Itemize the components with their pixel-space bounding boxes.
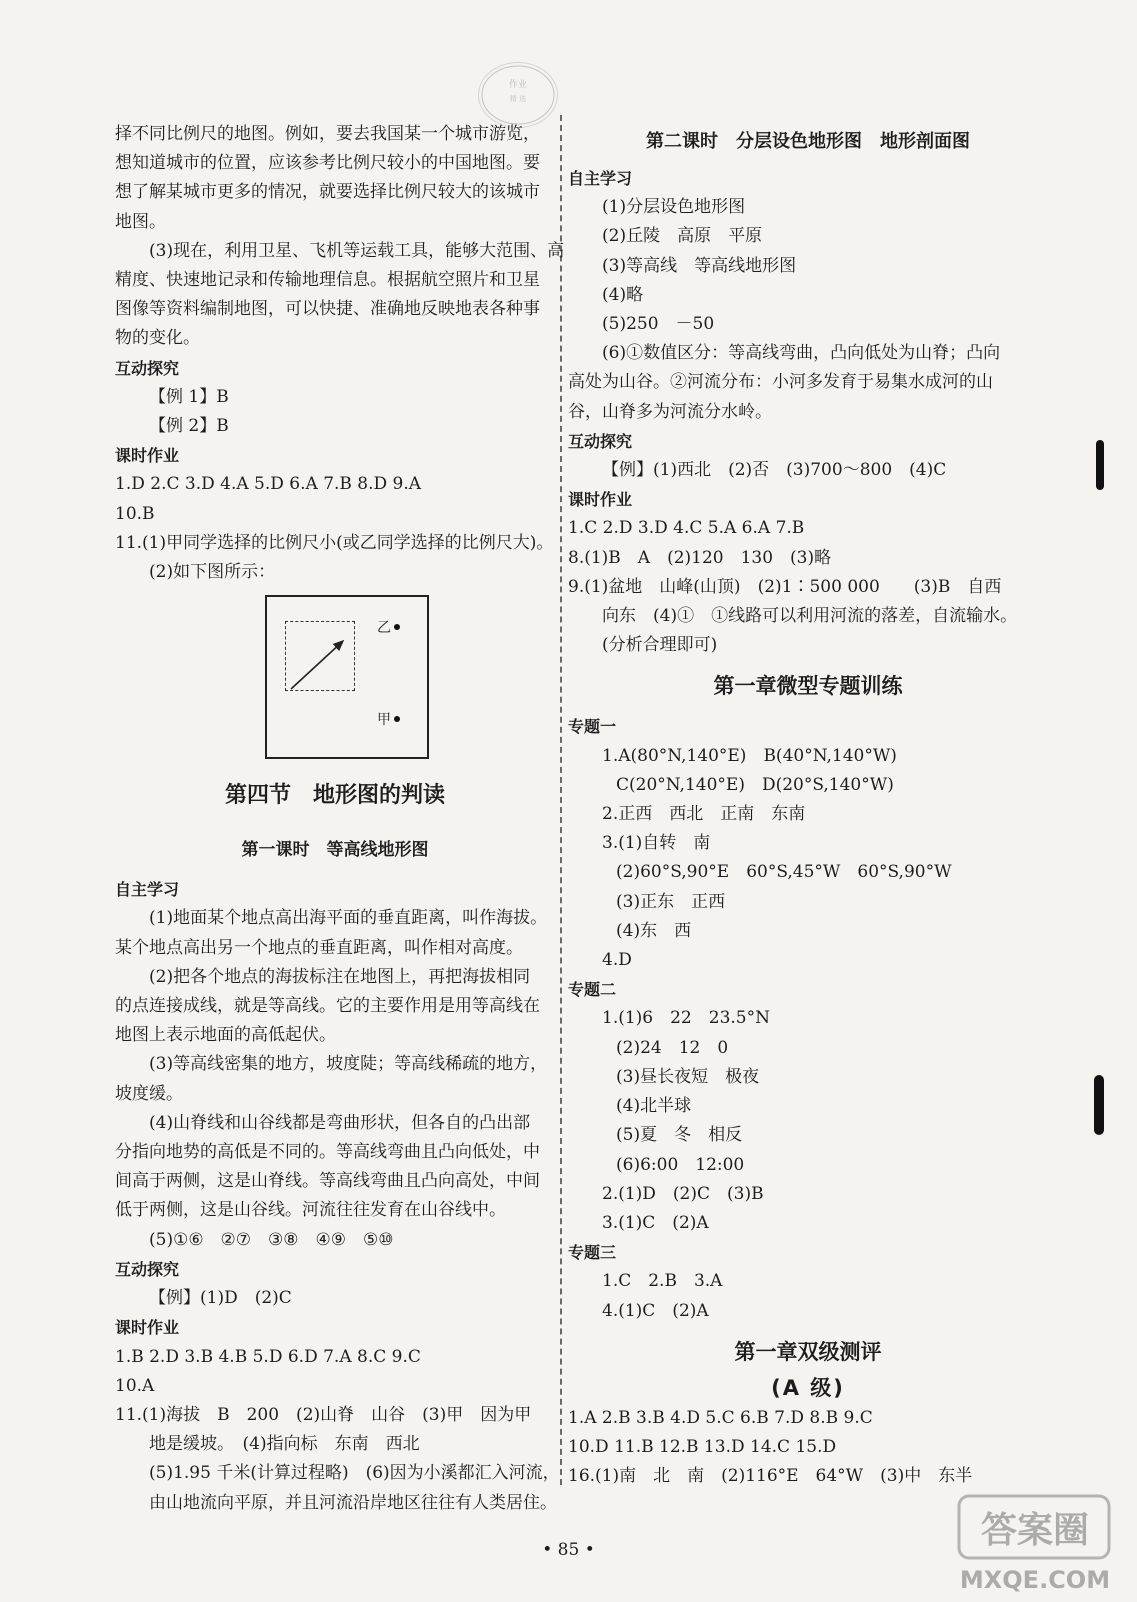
- point-label-yi: 乙: [377, 620, 391, 637]
- answer-line: 10.D 11.B 12.B 13.D 14.C 15.D: [568, 1436, 837, 1457]
- section-heading: 课时作业: [115, 446, 180, 466]
- text-line: 择不同比例尺的地图。例如，要去我国某一个城市游览，: [115, 124, 540, 144]
- answer-line: (2)60°S,90°E 60°S,45°W 60°S,90°W: [616, 862, 952, 883]
- lesson-title: 第一课时 等高线地形图: [241, 840, 429, 861]
- text-line: (2)丘陵 高原 平原: [602, 226, 763, 247]
- text-line: (5)①⑥ ②⑦ ③⑧ ④⑨ ⑤⑩: [149, 1229, 394, 1250]
- text-line: 精度、快速地记录和传输地理信息。根据航空照片和卫星: [115, 270, 540, 291]
- text-line: (1)地面某个地点高出海平面的垂直距离，叫作海拔。: [149, 908, 548, 929]
- answer-line: 4.(1)C (2)A: [602, 1300, 709, 1321]
- answer-line: 1.C 2.B 3.A: [602, 1271, 723, 1292]
- scale-diagram: [265, 595, 429, 759]
- answer-line: 1.A 2.B 3.B 4.D 5.C 6.B 7.D 8.B 9.C: [568, 1407, 873, 1428]
- text-line: (6)①数值区分：等高线弯曲，凸向低处为山脊；凸向: [602, 343, 1001, 364]
- svg-text:作业: 作业: [508, 80, 528, 90]
- answer-line: 4.D: [602, 950, 632, 971]
- answer-line: 1.D 2.C 3.D 4.A 5.D 6.A 7.B 8.D 9.A: [115, 474, 422, 495]
- answer-line: (4)东 西: [616, 920, 692, 941]
- site-watermark-logo: [955, 1488, 1115, 1598]
- answer-line: (2)24 12 0: [616, 1037, 729, 1058]
- text-line: (1)分层设色地形图: [602, 197, 746, 218]
- publisher-stamp: [478, 62, 558, 128]
- section-heading: 互动探究: [115, 358, 180, 378]
- section-heading: 课时作业: [115, 1318, 180, 1338]
- answer-line: 1.B 2.D 3.B 4.B 5.D 6.D 7.A 8.C 9.C: [115, 1346, 421, 1367]
- text-line: 图像等资料编制地图，可以快捷、准确地反映地表各种事: [115, 299, 540, 320]
- answer-line: 8.(1)B A (2)120 130 (3)略: [568, 547, 832, 568]
- text-line: 的点连接成线，就是等高线。它的主要作用是用等高线在: [115, 996, 540, 1017]
- chapter-title: 第一章微型专题训练: [713, 674, 903, 699]
- svg-text:精 选: 精 选: [509, 95, 527, 103]
- answer-line: 10.B: [115, 503, 155, 524]
- topic-heading: 专题二: [568, 980, 617, 1000]
- text-line: (4)略: [602, 284, 644, 305]
- answer-line: 地是缓坡。 (4)指向标 东南 西北: [149, 1434, 420, 1455]
- answer-line: (3)昼长夜短 极夜: [616, 1066, 760, 1087]
- answer-line: 10.A: [115, 1375, 155, 1396]
- chapter-title: 第一章双级测评: [734, 1339, 882, 1364]
- answer-line: 9.(1)盆地 山峰(山顶) (2)1∶500 000 (3)B 自西: [568, 576, 1002, 597]
- answer-line: 1.A(80°N,140°E) B(40°N,140°W): [602, 745, 897, 766]
- answer-line: (分析合理即可): [602, 635, 718, 656]
- answer-line: (6)6:00 12:00: [616, 1154, 745, 1175]
- text-line: 物的变化。: [115, 328, 200, 349]
- text-line: 想了解某城市更多的情况，就要选择比例尺较大的该城市: [115, 182, 540, 203]
- svg-text:MXQE.COM: MXQE.COM: [959, 1566, 1111, 1594]
- column-divider: [560, 115, 562, 1485]
- text-line: (5)250 －50: [602, 314, 715, 335]
- answer-line: 1.(1)6 22 23.5°N: [602, 1008, 770, 1029]
- text-line: (3)等高线 等高线地形图: [602, 255, 797, 276]
- section-heading: 课时作业: [568, 490, 633, 510]
- text-line: 想知道城市的位置，应该参考比例尺较小的中国地图。要: [115, 153, 540, 174]
- section-heading: 自主学习: [568, 169, 633, 188]
- answer-line: 3.(1)自转 南: [602, 833, 711, 854]
- section-heading: 自主学习: [115, 880, 180, 900]
- topic-heading: 专题三: [568, 1243, 617, 1263]
- level-label: (A 级): [771, 1375, 845, 1400]
- text-line: 坡度缓。: [115, 1083, 183, 1104]
- answer-line: 【例 2】B: [149, 416, 229, 437]
- svg-text:答案圈: 答案圈: [980, 1510, 1090, 1551]
- text-line: (3)现在，利用卫星、飞机等运载工具，能够大范围、高: [149, 240, 565, 261]
- answer-line: (2)如下图所示：: [149, 562, 276, 583]
- text-line: 某个地点高出另一个地点的垂直距离，叫作相对高度。: [115, 937, 523, 958]
- answer-line: (5)夏 冬 相反: [616, 1125, 743, 1146]
- section-title: 第四节 地形图的判读: [224, 783, 445, 809]
- text-line: (2)把各个地点的海拔标注在地图上，再把海拔相同: [149, 966, 531, 987]
- answer-line: 【例】(1)西北 (2)否 (3)700～800 (4)C: [602, 460, 947, 481]
- answer-line: (3)正东 正西: [616, 891, 726, 912]
- answer-line: 【例】(1)D (2)C: [149, 1288, 292, 1309]
- answer-line: 向东 (4)① ①线路可以利用河流的落差，自流输水。: [602, 606, 1018, 627]
- text-line: 高处为山谷。②河流分布：小河多发育于易集水成河的山: [568, 372, 993, 393]
- text-line: (3)等高线密集的地方，坡度陡；等高线稀疏的地方，: [149, 1054, 548, 1075]
- answer-line: C(20°N,140°E) D(20°S,140°W): [616, 774, 894, 795]
- answer-line: (5)1.95 千米(计算过程略) (6)因为小溪都汇入河流，: [149, 1463, 560, 1484]
- answer-line: 1.C 2.D 3.D 4.C 5.A 6.A 7.B: [568, 518, 805, 539]
- text-line: 分指向地势的高低是不同的。等高线弯曲且凸向低处，中: [115, 1142, 540, 1163]
- answer-line: (4)北半球: [616, 1096, 692, 1117]
- text-line: 谷，山脊多为河流分水岭。: [568, 401, 772, 422]
- answer-line: 11.(1)甲同学选择的比例尺小(或乙同学选择的比例尺大)。: [115, 532, 554, 553]
- answer-line: 16.(1)南 北 南 (2)116°E 64°W (3)中 东半: [568, 1466, 973, 1487]
- scan-smudge: [1094, 1075, 1104, 1135]
- answer-line: 2.(1)D (2)C (3)B: [602, 1183, 764, 1204]
- section-heading: 互动探究: [115, 1259, 180, 1279]
- page-number: • 85 •: [542, 1540, 595, 1560]
- topic-heading: 专题一: [568, 717, 617, 737]
- answer-line: 由山地流向平原，并且河流沿岸地区往往有人类居住。: [149, 1492, 557, 1513]
- answer-line: 【例 1】B: [149, 386, 229, 407]
- text-line: 地图。: [115, 211, 166, 232]
- answer-line: 3.(1)C (2)A: [602, 1212, 709, 1233]
- answer-line: 11.(1)海拔 B 200 (2)山脊 山谷 (3)甲 因为甲: [115, 1404, 532, 1425]
- text-line: 间高于两侧，这是山脊线。等高线弯曲且凸向高处，中间: [115, 1171, 540, 1192]
- section-heading: 互动探究: [568, 431, 633, 451]
- text-line: (4)山脊线和山谷线都是弯曲形状，但各自的凸出部: [149, 1112, 531, 1133]
- answer-line: 2.正西 西北 正南 东南: [602, 804, 806, 825]
- left-column: [115, 120, 565, 1518]
- scan-smudge: [1096, 440, 1104, 490]
- point-label-jia: 甲: [377, 712, 391, 729]
- text-line: 地图上表示地面的高低起伏。: [115, 1025, 336, 1046]
- text-line: 低于两侧，这是山谷线。河流往往发育在山谷线中。: [115, 1200, 506, 1221]
- arrow-icon: [267, 597, 427, 757]
- right-column: [568, 120, 1048, 1491]
- lesson-title: 第二课时 分层设色地形图 地形剖面图: [646, 131, 970, 152]
